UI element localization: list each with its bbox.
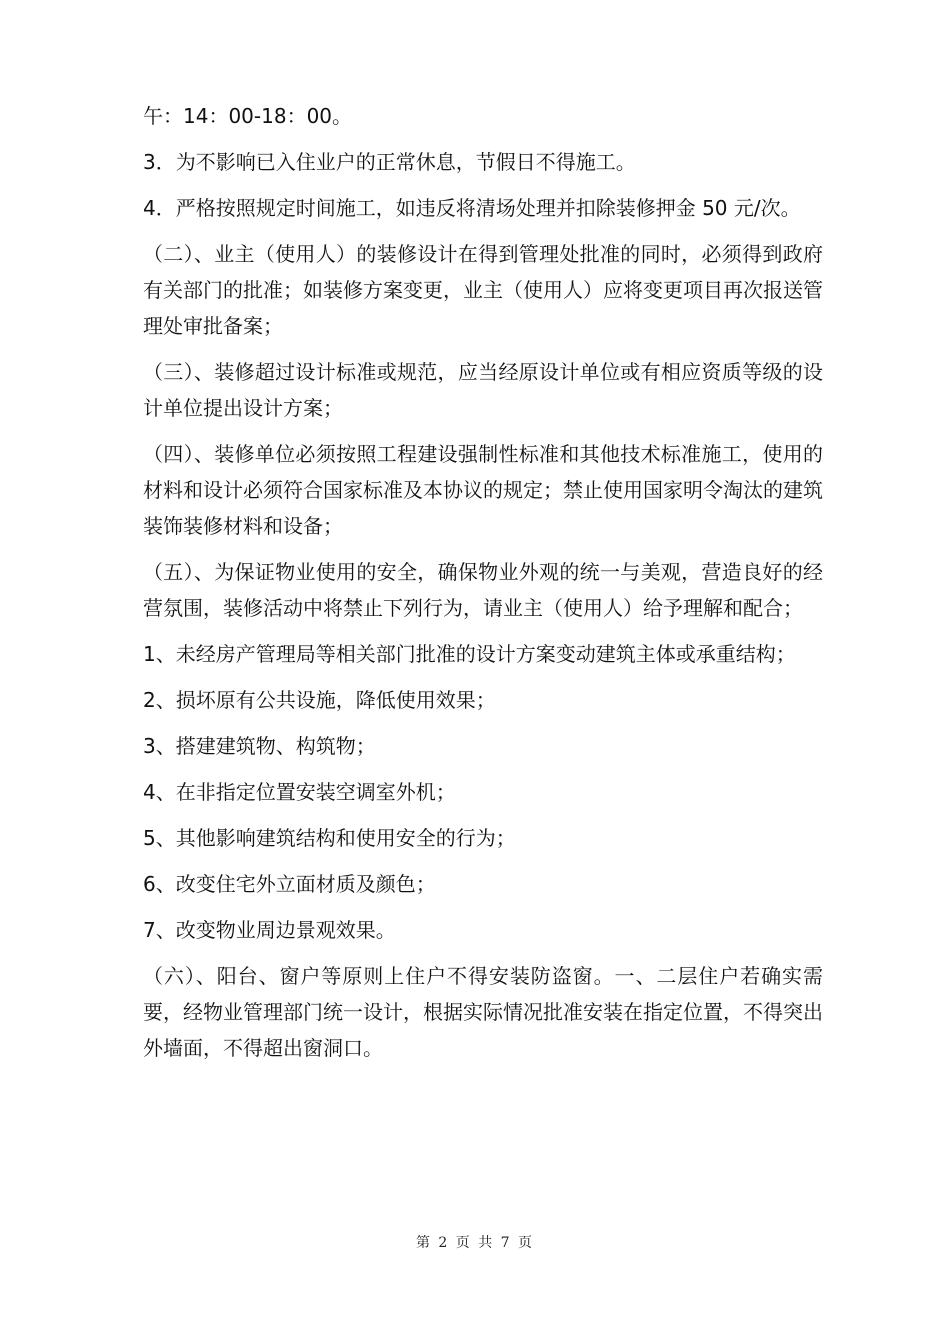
list-item-prohibited-5: 5、其他影响建筑结构和使用安全的行为； [143, 826, 516, 850]
paragraph-section-4: （四）、装修单位必须按照工程建设强制性标准和其他技术标准施工，使用的材料和设计必须符合国家标准及本协议的规定；禁止使用国家明令淘汰的建筑装饰装修材料和设备； [143, 442, 823, 538]
list-item-prohibited-2: 2、损坏原有公共设施，降低使用效果； [143, 688, 496, 712]
paragraph-section-2: （二）、业主（使用人）的装修设计在得到管理处批准的同时，必须得到政府有关部门的批准；如装修方案变更，业主（使用人）应将变更项目再次报送管理处审批备案； [143, 242, 823, 338]
list-item-prohibited-1: 1、未经房产管理局等相关部门批准的设计方案变动建筑主体或承重结构； [143, 642, 796, 666]
page-number-footer: 第 2 页 共 7 页 [415, 1235, 535, 1251]
list-item-prohibited-6: 6、改变住宅外立面材质及颜色； [143, 872, 436, 896]
paragraph-time-continued: 午：14：00-18：00。 [143, 104, 353, 128]
document-body [143, 98, 823, 1076]
paragraph-rule-4: 4．严格按照规定时间施工，如违反将清场处理并扣除装修押金 50 元/次。 [143, 196, 801, 220]
paragraph-section-3: （三）、装修超过设计标准或规范，应当经原设计单位或有相应资质等级的设计单位提出设计方案； [143, 360, 823, 420]
paragraph-section-6: （六）、阳台、窗户等原则上住户不得安装防盗窗。一、二层住户若确实需要，经物业管理部门统一设计，根据实际情况批准安装在指定位置，不得突出外墙面，不得超出窗洞口。 [143, 964, 823, 1060]
list-item-prohibited-3: 3、搭建建筑物、构筑物； [143, 734, 376, 758]
list-item-prohibited-4: 4、在非指定位置安装空调室外机； [143, 780, 456, 804]
list-item-prohibited-7: 7、改变物业周边景观效果。 [143, 918, 396, 942]
paragraph-rule-3: 3．为不影响已入住业户的正常休息，节假日不得施工。 [143, 150, 636, 174]
paragraph-section-5: （五）、为保证物业使用的安全，确保物业外观的统一与美观，营造良好的经营氛围，装修活动中将禁止下列行为，请业主（使用人）给予理解和配合； [143, 560, 823, 620]
